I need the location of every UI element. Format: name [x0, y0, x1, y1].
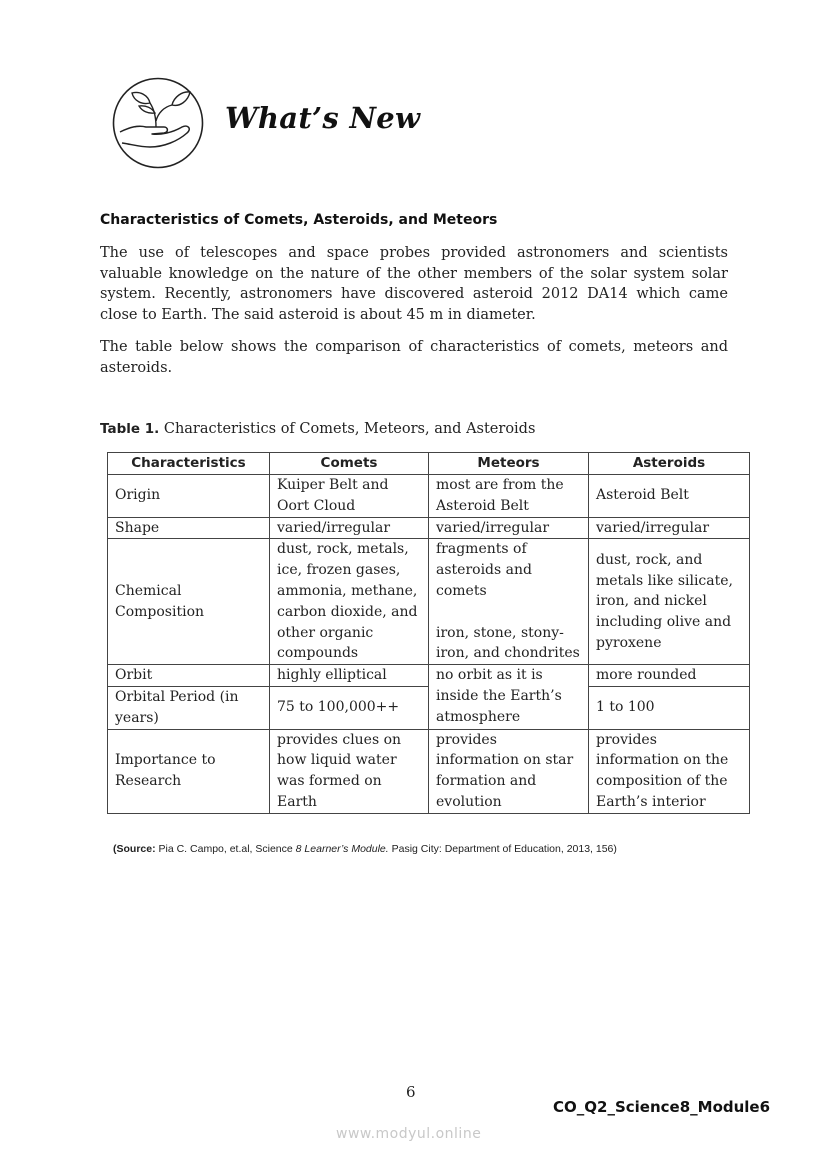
composition-meteors — [429, 539, 589, 665]
row-shape — [108, 517, 750, 539]
orbit-comets: highly elliptical — [270, 665, 429, 687]
origin-asteroids: Asteroid Belt — [589, 475, 750, 518]
characteristics-table — [107, 452, 750, 814]
origin-meteors: most are from the Asteroid Belt — [429, 475, 589, 518]
intro-paragraph: The use of telescopes and space probes provided astronomers and scientists valuable knowledge on the nature of the other members of the solar system solar system. Recently, astronomers have discovered asteroid 2012 DA14 which came close to Earth. The said asteroid is about 45 m in diameter. — [100, 245, 728, 324]
period-comets: 75 to 100,000++ — [270, 686, 429, 729]
section-title: Characteristics of Comets, Asteroids, and Meteors — [100, 212, 498, 228]
period-asteroids: 1 to 100 — [589, 686, 750, 729]
research-asteroids: provides information on the composition of the Earth’s interior — [589, 729, 750, 813]
row-orbit — [108, 665, 750, 687]
orbit-label: Orbit — [108, 665, 270, 687]
hand-holding-plant-icon — [112, 77, 204, 169]
row-origin — [108, 475, 750, 518]
source-label: (Source: — [113, 843, 156, 855]
header-meteors: Meteors — [429, 453, 589, 475]
composition-comets: dust, rock, metals, ice, frozen gases, ammonia, methane, carbon dioxide, and other organic compounds — [270, 539, 429, 665]
header-characteristics: Characteristics — [108, 453, 270, 475]
origin-label: Origin — [108, 475, 270, 518]
period-label: Orbital Period (in years) — [108, 686, 270, 729]
orbit-meteors: no orbit as it is inside the Earth’s atmosphere — [429, 665, 589, 729]
table-caption-text: Characteristics of Comets, Meteors, and Asteroids — [159, 421, 536, 437]
origin-comets: Kuiper Belt and Oort Cloud — [270, 475, 429, 518]
table-caption — [100, 421, 535, 437]
table-caption-label: Table 1. — [100, 421, 160, 437]
header-comets: Comets — [270, 453, 429, 475]
row-composition — [108, 539, 750, 665]
module-code: CO_Q2_Science8_Module6 — [553, 1098, 771, 1116]
research-meteors: provides information on star formation and evolution — [429, 729, 589, 813]
composition-meteors-fragments: fragments of asteroids and comets — [436, 541, 532, 599]
page-title: What’s New — [225, 101, 421, 135]
page-number: 6 — [406, 1083, 416, 1101]
watermark: www.modyul.online — [336, 1126, 482, 1142]
source-citation — [113, 843, 617, 855]
orbit-asteroids: more rounded — [589, 665, 750, 687]
research-label: Importance to Research — [108, 729, 270, 813]
shape-comets: varied/irregular — [270, 517, 429, 539]
shape-asteroids: varied/irregular — [589, 517, 750, 539]
composition-asteroids: dust, rock, and metals like silicate, iron, and nickel including olive and pyroxene — [589, 539, 750, 665]
shape-label: Shape — [108, 517, 270, 539]
shape-meteors: varied/irregular — [429, 517, 589, 539]
composition-meteors-types: iron, stone, stony-iron, and chondrites — [436, 624, 580, 662]
header-asteroids: Asteroids — [589, 453, 750, 475]
table-intro-paragraph: The table below shows the comparison of characteristics of comets, meteors and asteroids. — [100, 339, 728, 376]
table-header-row — [108, 453, 750, 475]
research-comets: provides clues on how liquid water was formed on Earth — [270, 729, 429, 813]
source-text-before: Pia C. Campo, et.al, Science — [155, 843, 296, 855]
composition-label: Chemical Composition — [108, 539, 270, 665]
row-research — [108, 729, 750, 813]
source-text-after: Pasig City: Department of Education, 2013, 156) — [388, 843, 617, 855]
source-title: 8 Learner’s Module. — [295, 843, 389, 855]
